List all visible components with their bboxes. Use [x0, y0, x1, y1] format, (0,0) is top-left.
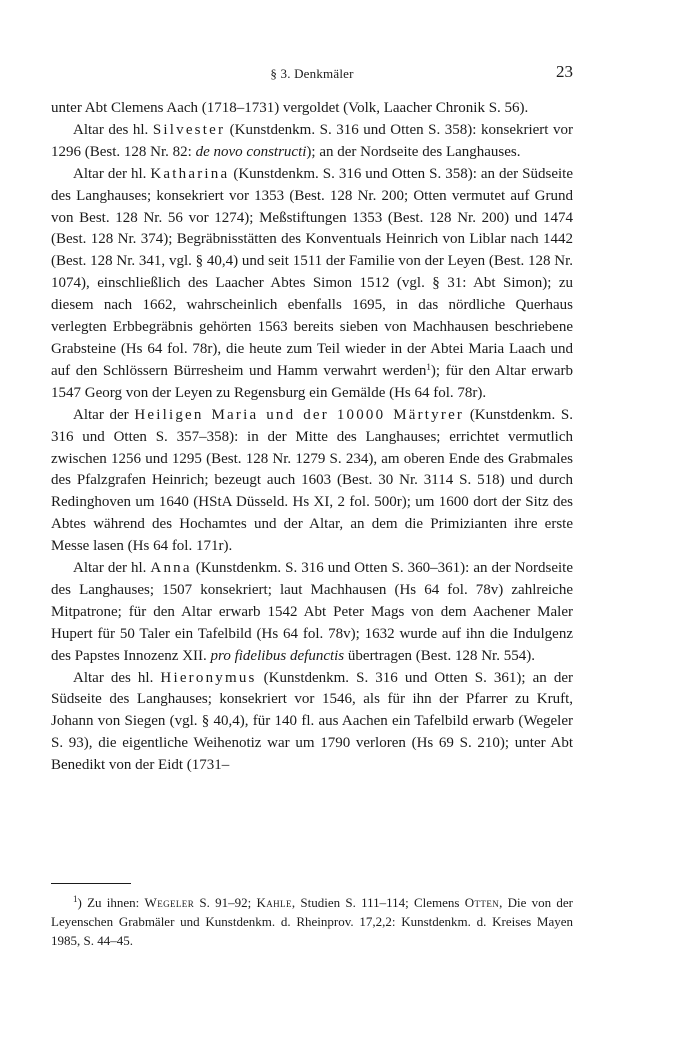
paragraph-altar-katharina: Altar der hl. Katharina (Kunstdenkm. S. 316 und Otten S. 358): an der Südseite des Langhauses; konsekriert vor 1353 (Best. 128 Nr. 200; Otten vermutet auf Grund von Best. 128 Nr. 56 vor 1274); Meßstiftungen 1353 (Best. 128 Nr. 200) und 1474 (Best. 128 Nr. 374); Begräbnisstätten des Konventuals Heinrich von Liblar nach 1442 (Best. 128 Nr. 341, vgl. § 40,4) und seit 1511 der Familie von der Leyen (Best. 128 Nr. 1074), einschließlich des Laacher Abtes Simon 1512 (vgl. § 31: Abt Simon); zu diesem nach 1662, wahrscheinlich ebenfalls 1695, in das nördliche Querhaus verlegten Erbbegräbnis gehörten 1563 bereits sieben von Machhausen beschriebene Grabsteine (Hs 64 fol. 78r), die heute zum Teil wieder in der Abtei Maria Laach und auf den Schlössern Bürresheim und Hamm verwahrt werden$^1$); für den Altar erwarb 1547 Georg von der Leyen zu Regensburg ein Gemälde (Hs 64 fol. 78r). — [51, 165, 574, 401]
saint-name: Heiligen Maria und der 10000 Märtyrer — [134, 406, 465, 423]
paragraph-altar-silvester: Altar des hl. Silvester (Kunstdenkm. S. 316 und Otten S. 358): konsekriert vor 1296 (Best. 128 Nr. 82: de novo constructi); an der Nordseite des Langhauses. — [51, 121, 573, 160]
latin-quote: pro fidelibus defunctis — [210, 647, 345, 664]
paragraph-altar-anna: Altar der hl. Anna (Kunstdenkm. S. 316 und Otten S. 360–361): an der Nordseite des Langhauses; 1507 konsekriert; laut Machhausen (Hs 64 fol. 78v) zahlreiche Mitpatrone; für den Altar erwarb 1542 Abt Peter Mags von dem Aachener Maler Hupert für 50 Taler ein Tafelbild (Hs 64 fol. 78v); 1632 wurde auf ihn die Indulgenz des Papstes Innozenz XII. pro fidelibus defunctis übertragen (Best. 128 Nr. 554). — [51, 560, 573, 664]
saint-name: Katharina — [150, 165, 230, 182]
footnote: $^1$) Zu ihnen: Wegeler S. 91–92; Kahle, Studien S. 111–114; Clemens Otten, Die von der Leyenschen Grabmäler und Kunstdenkm. d. Rheinprov. 17,2,2: Kunstdenkm. d. Kreises Mayen 1985, S. 44–45. — [51, 894, 574, 948]
paragraph-altar-hieronymus: Altar des hl. Hieronymus (Kunstdenkm. S. 316 und Otten S. 361); an der Südseite des Langhauses; konsekriert vor 1546, als für ihn der Pfarrer zu Kruft, Johann von Siegen (vgl. § 40,4), für 140 fl. aus Aachen ein Tafelbild erwarb (Wegeler S. 93), die eigentliche Weihenotiz war um 1790 verloren (Hs 69 S. 210); unter Abt Benedikt von der Eidt (1731– — [51, 669, 574, 774]
saint-name: Anna — [150, 560, 192, 577]
footnote-mark: 1 — [73, 894, 78, 904]
running-head: § 3. Denkmäler — [270, 66, 354, 81]
author-name: Kahle — [256, 895, 292, 910]
page-number: 23 — [556, 62, 573, 81]
paragraph-altar-maria: Altar der Heiligen Maria und der 10000 Märtyrer (Kunstdenkm. S. 316 und Otten S. 357–358): in der Mitte des Langhauses; errichtet vermutlich zwischen 1256 und 1295 (Best. 128 Nr. 1279 S. 234), am oberen Ende des Grabmales des Pfalzgrafen Heinrich; bezeugt auch 1603 (Best. 30 Nr. 3114 S. 518) und durch Redinghoven um 1640 (HStA Düsseld. Hs XI, 2 fol. 500r); um 1600 dort der Sitz des Abtes während des Hochamtes und der Altar, an dem die Primizianten ihre erste Messe lasen (Hs 64 fol. 171r). — [51, 406, 573, 555]
author-name: Otten — [464, 895, 500, 910]
saint-name: Hieronymus — [160, 669, 257, 686]
footnote-divider — [51, 883, 131, 884]
saint-name: Silvester — [152, 121, 226, 138]
main-text — [51, 98, 573, 777]
author-name: Wegeler — [144, 895, 195, 910]
paragraph-continuation: unter Abt Clemens Aach (1718–1731) vergoldet (Volk, Laacher Chronik S. 56). — [51, 100, 529, 116]
footnote-reference: 1 — [426, 361, 431, 372]
latin-quote: de novo constructi — [195, 143, 307, 160]
